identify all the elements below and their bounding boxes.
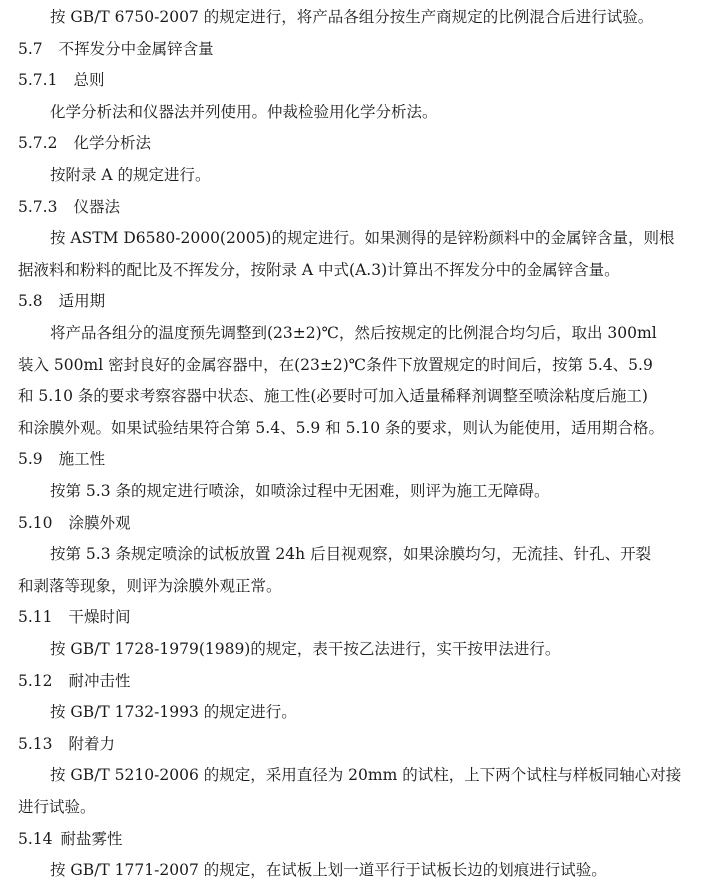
paragraph-line: 按 GB/T 6750-2007 的规定进行，将产品各组分按生产商规定的比例混合后进行试验。 <box>50 8 654 26</box>
paragraph-continuation-line: 装入 500ml 密封良好的金属容器中，在(23±2)℃条件下放置规定的时间后，按第 5.4、5.9 <box>18 355 653 374</box>
section-title: 不挥发分中金属锌含量 <box>58 39 214 58</box>
paragraph-line: 按 GB/T 1771-2007 的规定，在试板上划一道平行于试板长边的划痕进行试验。 <box>50 861 607 880</box>
section-title: 总则 <box>73 71 105 90</box>
section-heading <box>0 286 709 318</box>
section-title: 化学分析法 <box>73 134 151 153</box>
section-number: 5.7.2 <box>18 134 58 153</box>
section-heading <box>0 824 709 856</box>
section-heading <box>0 666 709 698</box>
section-title: 干燥时间 <box>68 608 131 627</box>
paragraph-line: 按 GB/T 5210-2006 的规定，采用直径为 20mm 的试柱，上下两个试柱与样板同轴心对接 <box>50 766 682 785</box>
section-number: 5.14 <box>18 829 53 848</box>
section-number: 5.12 <box>18 671 53 690</box>
paragraph-continuation-line: 和 5.10 条的要求考察容器中状态、施工性(必要时可加入适量稀释剂调整至喷涂粘度后施工) <box>18 387 648 406</box>
section-title: 耐冲击性 <box>68 671 131 690</box>
section-title: 涂膜外观 <box>68 513 131 532</box>
paragraph-line: 按第 5.3 条的规定进行喷涂，如喷涂过程中无困难，则评为施工无障碍。 <box>50 482 550 500</box>
section-title: 附着力 <box>68 734 116 753</box>
section-heading <box>0 508 709 540</box>
section-heading <box>0 65 709 97</box>
section-title: 耐盐雾性 <box>60 829 123 848</box>
section-number: 5.7 <box>18 39 43 58</box>
paragraph-line: 化学分析法和仪器法并列使用。仲裁检验用化学分析法。 <box>50 102 438 121</box>
section-number: 5.7.1 <box>18 71 58 90</box>
paragraph-line: 按第 5.3 条规定喷涂的试板放置 24h 后目视观察，如果涂膜均匀，无流挂、针孔、开裂 <box>50 545 652 564</box>
section-number: 5.8 <box>18 292 43 311</box>
paragraph-line: 将产品各组分的温度预先调整到(23±2)℃，然后按规定的比例混合均匀后，取出 300ml <box>50 324 657 342</box>
section-heading <box>0 444 709 476</box>
section-number: 5.13 <box>18 734 53 753</box>
section-number: 5.10 <box>18 513 53 532</box>
section-number: 5.7.3 <box>18 197 58 216</box>
section-number: 5.9 <box>18 450 43 469</box>
paragraph-continuation-line: 和涂膜外观。如果试验结果符合第 5.4、5.9 和 5.10 条的要求，则认为能使用，适用期合格。 <box>18 418 665 437</box>
paragraph-continuation-line: 进行试验。 <box>18 798 96 816</box>
section-title: 适用期 <box>58 292 106 311</box>
section-heading <box>0 602 709 634</box>
section-heading <box>0 128 709 160</box>
section-title: 仪器法 <box>73 197 120 216</box>
paragraph-continuation-line: 据液料和粉料的配比及不挥发分，按附录 A 中式(A.3)计算出不挥发分中的金属锌含量。 <box>18 260 620 279</box>
section-heading <box>0 729 709 761</box>
section-title: 施工性 <box>58 450 106 469</box>
paragraph-continuation-line: 和剥落等现象，则评为涂膜外观正常。 <box>18 576 282 595</box>
paragraph-line: 按附录 A 的规定进行。 <box>50 166 211 184</box>
section-heading <box>0 34 709 66</box>
paragraph-line: 按 ASTM D6580-2000(2005)的规定进行。如果测得的是锌粉颜料中的金属锌含量，则根 <box>50 229 675 248</box>
section-number: 5.11 <box>18 608 53 627</box>
paragraph-line: 按 GB/T 1732-1993 的规定进行。 <box>50 703 297 722</box>
paragraph-line: 按 GB/T 1728-1979(1989)的规定，表干按乙法进行，实干按甲法进行。 <box>50 640 561 658</box>
section-heading <box>0 192 709 224</box>
